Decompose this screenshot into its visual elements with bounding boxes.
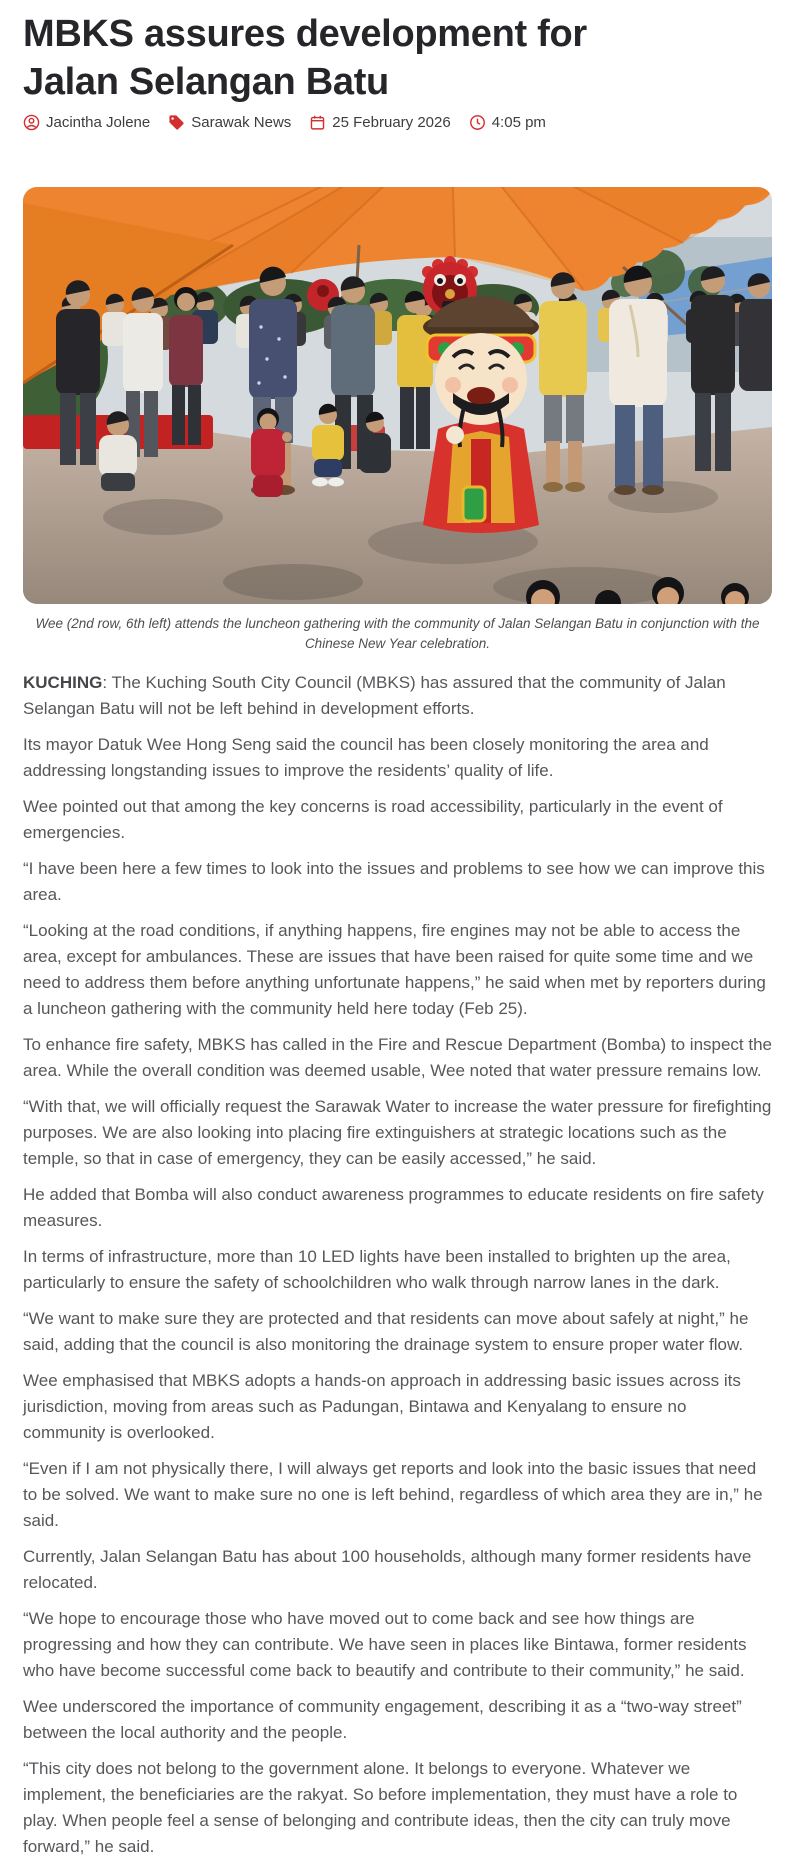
paragraph: Wee underscored the importance of community engagement, describing it as a “two-way street” between the local authority and the people. <box>23 1697 742 1742</box>
paragraph: He added that Bomba will also conduct awareness programmes to educate residents on fire safety measures. <box>23 1185 764 1230</box>
calendar-icon <box>309 114 326 131</box>
time-text: 4:05 pm <box>491 114 546 131</box>
author-name: Jacintha Jolene <box>46 114 151 131</box>
photo-caption: Wee (2nd row, 6th left) attends the luncheon gathering with the community of Jalan Selangan Batu in conjunction with the Chinese New Year celebration. <box>35 616 760 651</box>
paragraph: Wee pointed out that among the key concerns is road accessibility, particularly in the event of emergencies. <box>23 797 723 842</box>
article-body <box>23 670 772 1860</box>
person-circle-icon <box>23 114 40 131</box>
paragraph: “I have been here a few times to look into the issues and problems to see how we can improve this area. <box>23 859 765 904</box>
paragraph: “We want to make sure they are protected and that residents can move about safely at night,” he said, adding that the council is also monitoring the drainage system to ensure proper water flow. <box>23 1309 749 1354</box>
paragraph: “Even if I am not physically there, I will always get reports and look into the basic issues that need to be solved. We want to make sure no one is left behind, regardless of which area they are in,” he said. <box>23 1459 763 1530</box>
paragraph: In terms of infrastructure, more than 10 LED lights have been installed to brighten up the area, particularly to ensure the safety of schoolchildren who walk through narrow lanes in the dark. <box>23 1247 731 1292</box>
paragraph: “Looking at the road conditions, if anything happens, fire engines may not be able to access the area, except for ambulances. These are issues that have been raised for quite some time and we need to address them before anything unfortunate happens,” he said when met by reporters during a luncheon gathering with the community held here today (Feb 25). <box>23 921 766 1018</box>
clock-icon <box>469 114 486 131</box>
article-figure <box>23 187 772 654</box>
paragraph: “With that, we will officially request the Sarawak Water to increase the water pressure for firefighting purposes. We are also looking into placing fire extinguishers at strategic locations such as the temple, so that in case of emergency, they can be easily accessed,” he said. <box>23 1097 772 1168</box>
meta-category[interactable] <box>168 114 291 131</box>
date-text: 25 February 2026 <box>332 114 451 131</box>
paragraph: “We hope to encourage those who have moved out to come back and see how things are progressing and how they can contribute. We have seen in places like Bintawa, former residents who have become successful come back to beautify and contribute to their community,” he said. <box>23 1609 747 1680</box>
meta-date <box>309 114 450 131</box>
paragraph: “This city does not belong to the government alone. It belongs to everyone. Whatever we implement, the beneficiaries are the rakyat. So before implementation, they must have a role to play. When people feel a sense of belonging and contribute ideas, then the city can truly move forward,” he said. <box>23 1759 738 1856</box>
paragraph: To enhance fire safety, MBKS has called in the Fire and Rescue Department (Bomba) to inspect the area. While the overall condition was deemed usable, Wee noted that water pressure remains low. <box>23 1035 773 1080</box>
article-photo[interactable] <box>23 187 772 604</box>
meta-author[interactable] <box>23 114 150 131</box>
photo-illustration <box>23 187 772 604</box>
paragraph: Currently, Jalan Selangan Batu has about 100 households, although many former residents have relocated. <box>23 1547 752 1592</box>
dateline: KUCHING <box>23 673 103 692</box>
paragraph: Its mayor Datuk Wee Hong Seng said the council has been closely monitoring the area and addressing longstanding issues to improve the residents’ quality of life. <box>23 735 709 780</box>
tag-icon <box>168 114 185 131</box>
lead-text: : The Kuching South City Council (MBKS) has assured that the community of Jalan Selangan Batu will not be left behind in development efforts. <box>23 673 726 718</box>
paragraph: Wee emphasised that MBKS adopts a hands-on approach in addressing basic issues across its jurisdiction, moving from areas such as Padungan, Bintawa and Kenyalang to ensure no community is overlooked. <box>23 1371 741 1442</box>
category-name: Sarawak News <box>191 114 292 131</box>
meta-time <box>469 114 546 131</box>
page-title: MBKS assures development for Jalan Selangan Batu <box>23 13 587 103</box>
paragraph-lead <box>23 670 772 722</box>
article-meta <box>23 114 772 131</box>
